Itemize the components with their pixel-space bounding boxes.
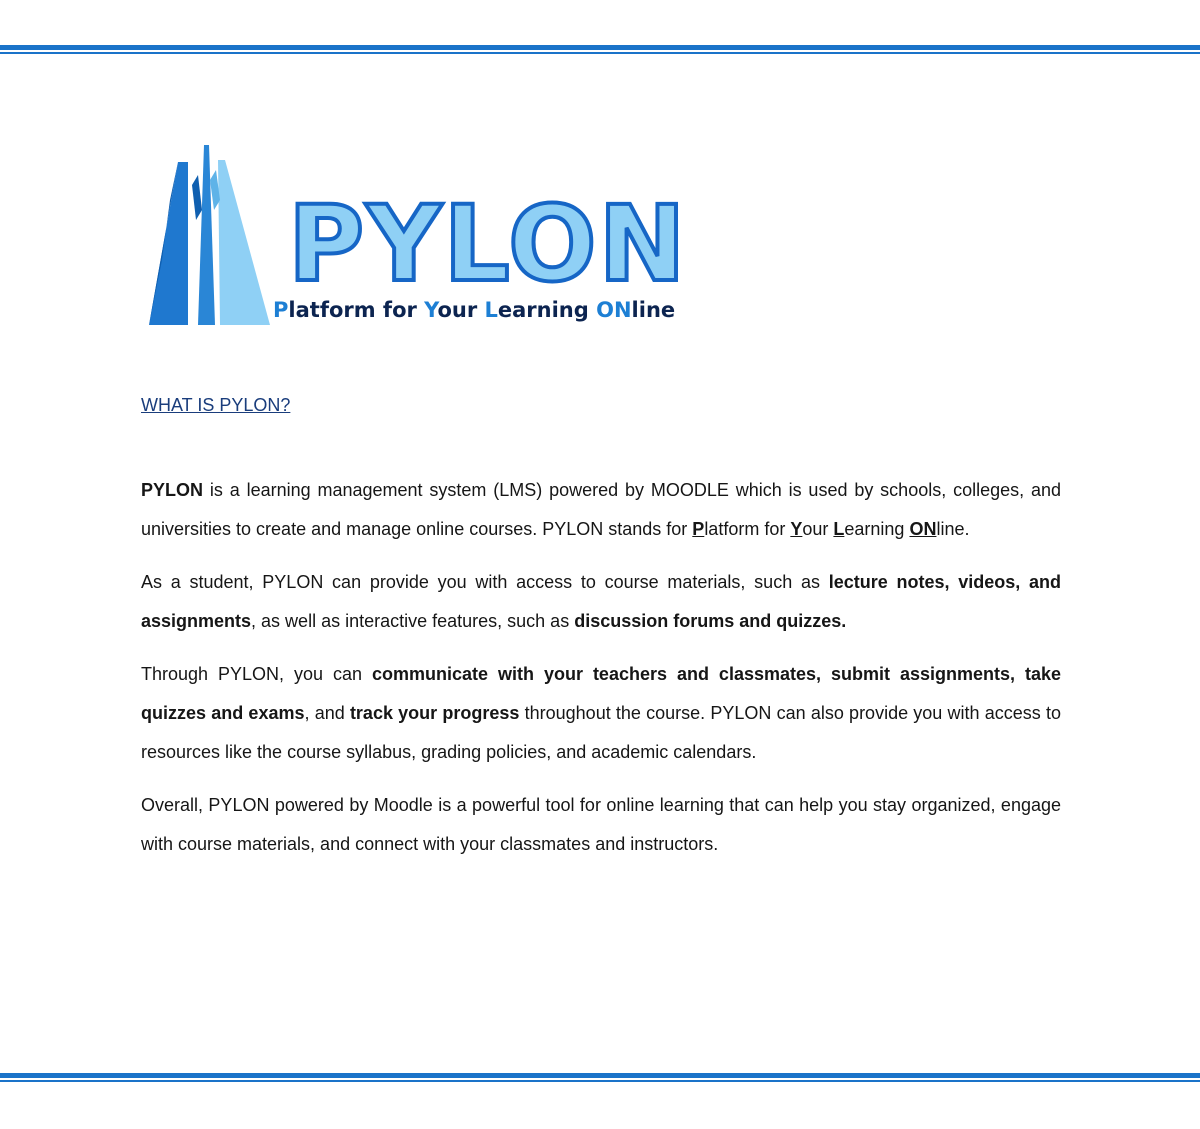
tagline-part: ON: [596, 298, 632, 322]
text-run: communicate with your teachers and classmates, submit assignments, take quizzes and exams: [141, 664, 1061, 723]
body-paragraph: [141, 786, 1061, 864]
tagline-part: our: [437, 298, 485, 322]
pylon-logo: [140, 140, 700, 340]
bottom-divider: [0, 1073, 1200, 1082]
text-run: , as well as interactive features, such as: [251, 611, 575, 631]
text-run: PYLON: [141, 480, 204, 500]
text-run: discussion forums and quizzes.: [574, 611, 847, 631]
text-run: L: [833, 519, 845, 539]
main-content: [141, 395, 1061, 878]
text-run: latform for: [704, 519, 791, 539]
text-run: P: [692, 519, 705, 539]
tagline-part: Y: [424, 298, 438, 322]
paragraph-list: [141, 471, 1061, 864]
body-paragraph: [141, 655, 1061, 772]
text-run: Through PYLON, you can: [141, 664, 372, 684]
text-run: is a learning management system (LMS) powered by MOODLE which is used by schools, colleges, and universities to create and manage online courses. PYLON stands for: [141, 480, 1061, 539]
tagline-part: L: [484, 298, 498, 322]
text-run: earning: [844, 519, 910, 539]
tagline-part: P: [273, 298, 289, 322]
body-paragraph: [141, 471, 1061, 549]
brand-wordmark: PYLON: [288, 183, 688, 305]
text-run: Y: [790, 519, 803, 539]
tagline-part: line: [631, 298, 676, 322]
text-run: throughout the course. PYLON can also provide you with access to resources like the course syllabus, grading policies, and academic calendars.: [141, 703, 1061, 762]
text-run: Overall, PYLON powered by Moodle is a powerful tool for online learning that can help you stay organized, engage with course materials, and connect with your classmates and instructors.: [141, 795, 1061, 854]
text-run: our: [802, 519, 834, 539]
tagline-part: earning: [497, 298, 597, 322]
text-run: lecture notes, videos, and assignments: [141, 572, 1061, 631]
text-run: line.: [936, 519, 970, 539]
text-run: track your progress: [349, 703, 520, 723]
brand-tagline: [273, 298, 675, 322]
text-run: ON: [909, 519, 937, 539]
pylon-tower-icon: [140, 140, 280, 340]
text-run: , and: [304, 703, 350, 723]
body-paragraph: [141, 563, 1061, 641]
section-heading: WHAT IS PYLON?: [141, 395, 291, 415]
tagline-part: latform for: [288, 298, 425, 322]
text-run: As a student, PYLON can provide you with access to course materials, such as: [141, 572, 829, 592]
top-divider: [0, 45, 1200, 54]
